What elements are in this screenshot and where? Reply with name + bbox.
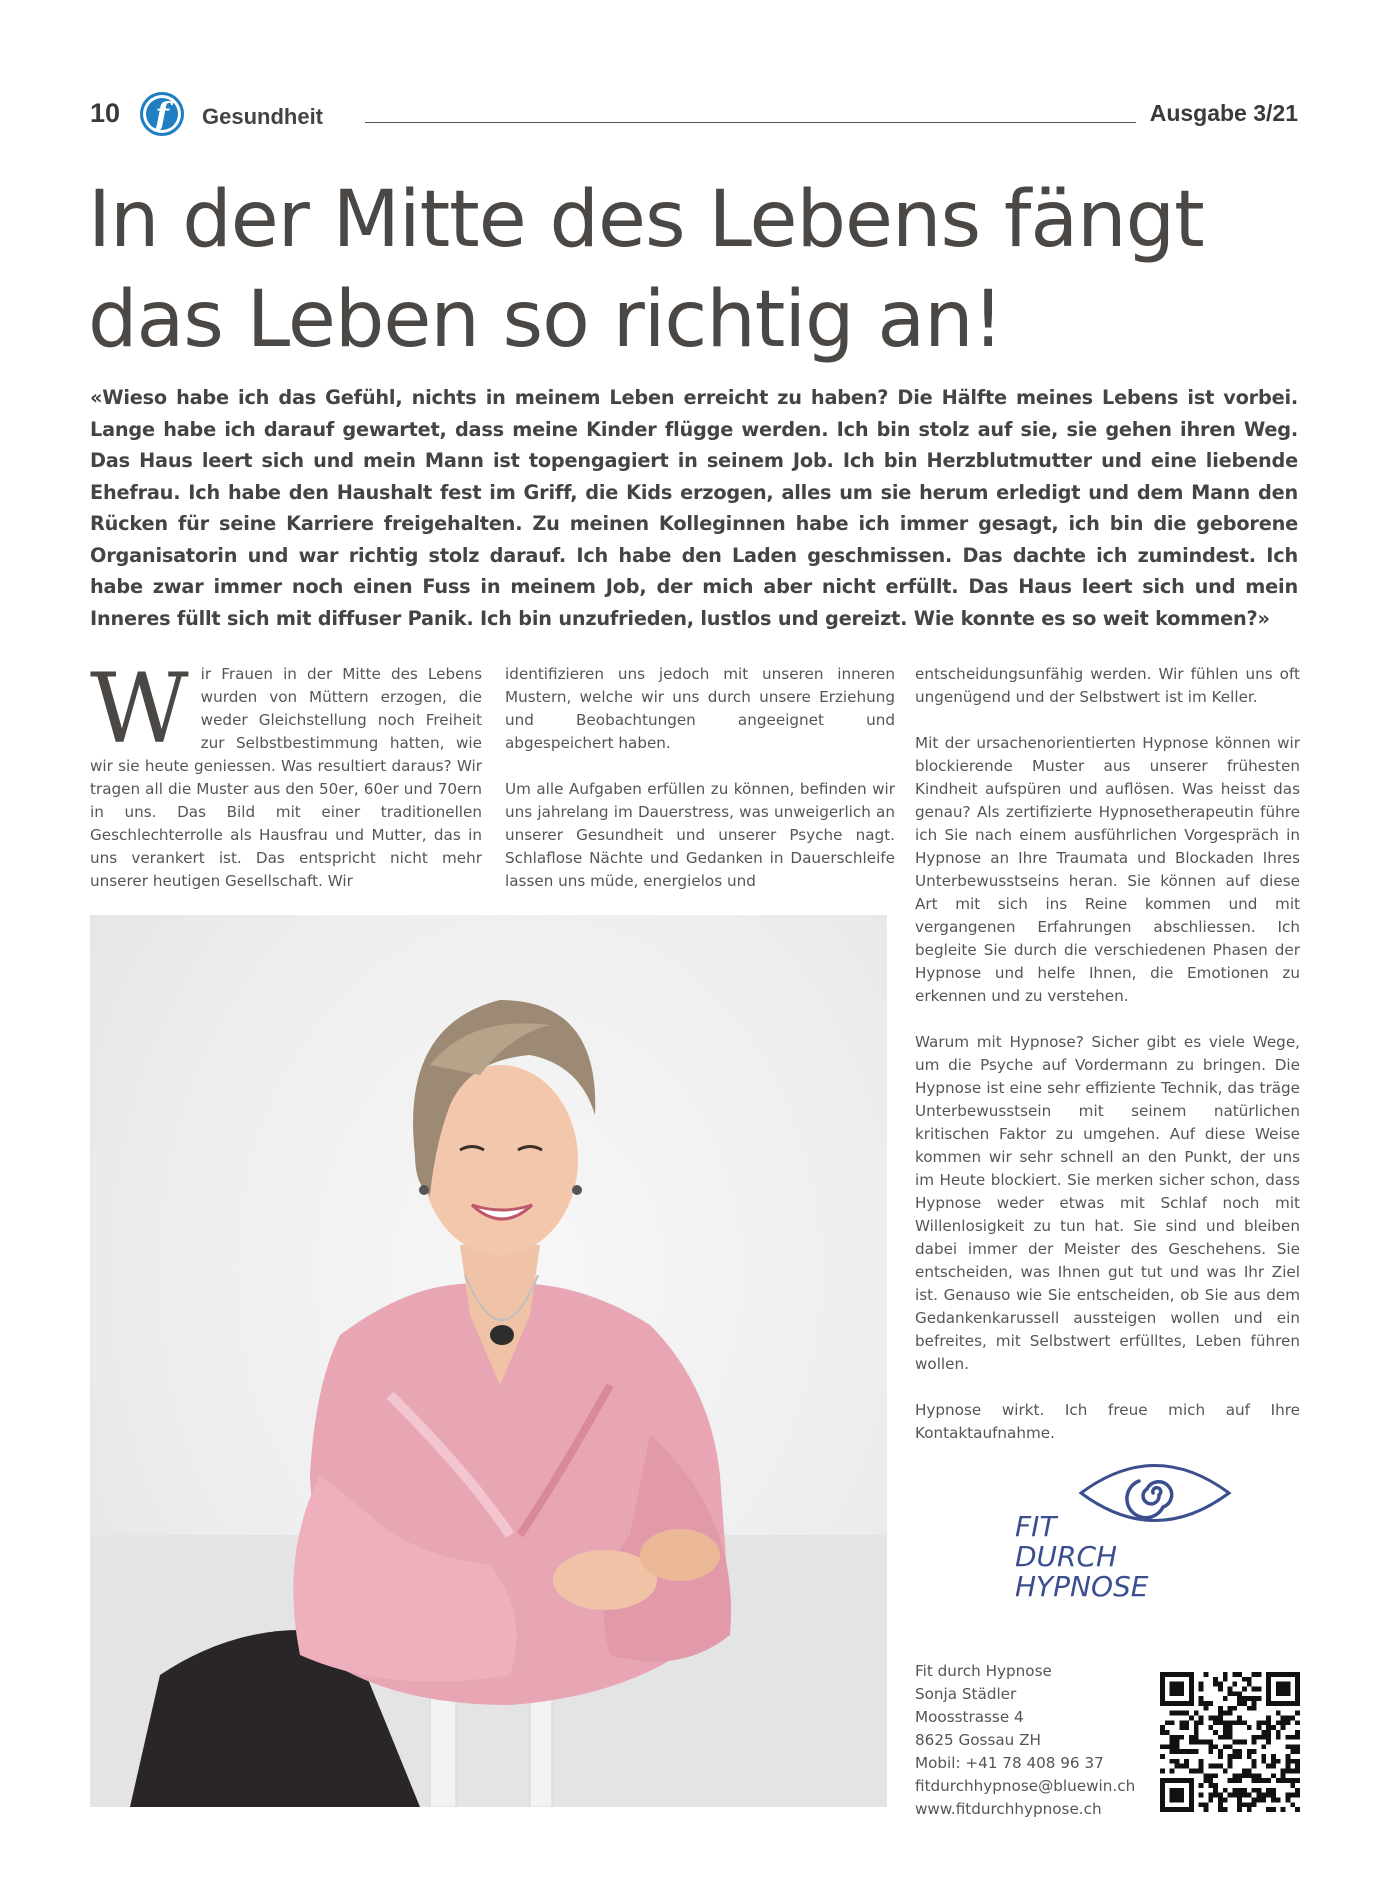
magazine-logo-icon: f	[140, 92, 184, 136]
contact-city: 8625 Gossau ZH	[915, 1731, 1041, 1749]
brand-line-3: HYPNOSE	[1015, 1570, 1149, 1603]
brand-logo	[1015, 1458, 1255, 1618]
drop-cap: W	[90, 653, 189, 765]
article-title	[88, 170, 1298, 370]
section-label: Gesundheit	[202, 104, 324, 129]
column-3-paragraph-2: Mit der ursachenorientierten Hypnose können wir blockierende Muster aus unserer frühesten Kindheit aufspüren und auflösen. Was heisst das genau? Als zertifizierte Hypnosetherapeutin führe ich Sie nach einem ausführlichen Vorgespräch in Hypnose an Ihre Traumata und Blockaden Ihres Unterbewusstseins heran. Sie können auf diese Art mit sich ins Reine kommen und mit vergangenen Erfahrungen abschliessen. Ich begleite Sie durch die verschiedenen Phasen der Hypnose und helfe Ihnen, die Emotionen zu erkennen und zu verstehen.	[915, 734, 1300, 1005]
issue-label: Ausgabe 3/21	[1149, 100, 1298, 126]
contact-phone: Mobil: +41 78 408 96 37	[915, 1754, 1104, 1772]
brand-line-1: FIT	[1015, 1510, 1057, 1543]
column-2-paragraph-1: identifizieren uns jedoch mit unseren inneren Mustern, welche wir uns durch unsere Erziehung und Beobachtungen angeeignet und abgespeichert haben.	[505, 665, 895, 752]
qr-code-icon	[1160, 1672, 1300, 1812]
column-3-paragraph-3: Warum mit Hypnose? Sicher gibt es viele Wege, um die Psyche auf Vordermann zu bringen. Die Hypnose ist eine sehr effiziente Technik, das träge Unterbewusstsein mit seinem natürlichen kritischen Faktor zu umgehen. Auf diese Weise kommen wir sehr schnell an den Punkt, der uns im Heute blockiert. Sie merken sicher schon, dass Hypnose weder etwas mit Schlaf noch mit Willenlosigkeit zu tun hat. Sie sind und bleiben dabei immer der Meister des Geschehens. Sie entscheiden, was Ihnen gut tut und was Ihr Ziel ist. Genauso wie Sie entscheiden, ob Sie aus dem Gedankenkarussell aussteigen wollen und ein befreites, mit Selbstwert erfülltes, Leben führen wollen.	[915, 1033, 1300, 1373]
header-divider	[365, 122, 1136, 123]
title-line-1: In der Mitte des Lebens fängt	[88, 175, 1204, 265]
column-2-paragraph-2: Um alle Aufgaben erfüllen zu können, befinden wir uns jahrelang im Dauerstress, was unweigerlich an unserer Gesundheit und unserer Psyche nagt. Schlaflose Nächte und Gedanken in Dauerschleife lassen uns müde, energielos und	[505, 780, 895, 890]
column-2	[505, 663, 895, 916]
contact-name: Sonja Städler	[915, 1685, 1017, 1703]
column-3-paragraph-1: entscheidungsunfähig werden. Wir fühlen uns oft ungenügend und der Selbstwert ist im Keller.	[915, 665, 1300, 706]
contact-website: www.fitdurchhypnose.ch	[915, 1800, 1102, 1818]
contact-block	[915, 1660, 1135, 1821]
column-1-paragraph-1: ir Frauen in der Mitte des Lebens wurden von Müttern erzogen, die weder Gleichstellung noch Freiheit zur Selbstbestimmung hatten, wie wir sie heute geniessen. Was resultiert daraus? Wir tragen all die Muster aus den 50er, 60er und 70ern in uns. Das Bild mit einer traditionellen Geschlechterrolle als Hausfrau und Mutter, das in uns verankert ist. Das entspricht nicht mehr unserer heutigen Gesellschaft. Wir	[90, 665, 482, 890]
contact-email: fitdurchhypnose@bluewin.ch	[915, 1777, 1136, 1795]
column-3	[915, 663, 1300, 1468]
contact-company: Fit durch Hypnose	[915, 1662, 1052, 1680]
brand-line-2: DURCH	[1015, 1540, 1118, 1573]
portrait-photo	[90, 915, 887, 1807]
column-1	[90, 653, 482, 916]
title-line-2: das Leben so richtig an!	[88, 275, 1003, 365]
column-3-paragraph-4: Hypnose wirkt. Ich freue mich auf Ihre Kontaktaufnahme.	[915, 1401, 1300, 1442]
page-number: 10	[90, 98, 121, 128]
brand-wordmark	[1015, 1512, 1149, 1602]
portrait-illustration	[90, 915, 887, 1807]
contact-street: Moosstrasse 4	[915, 1708, 1024, 1726]
article-lead: «Wieso habe ich das Gefühl, nichts in meinem Leben erreicht zu haben? Die Hälfte meines Lebens ist vorbei. Lange habe ich darauf gewartet, dass meine Kinder flügge werden. Ich bin stolz auf sie, sie gehen ihren Weg. Das Haus leert sich und mein Mann ist topengagiert in seinem Job. Ich bin Herzblutmutter und eine liebende Ehefrau. Ich habe den Haushalt fest im Griff, die Kids erzogen, alles um sie herum erledigt und dem Mann den Rücken für seine Karriere freigehalten. Zu meinen Kolleginnen habe ich immer gesagt, ich bin die geborene Organisatorin und war richtig stolz darauf. Ich habe den Laden geschmissen. Das dachte ich zumindest. Ich habe zwar immer noch einen Fuss in meinem Job, der mich aber nicht erfüllt. Das Haus leert sich und mein Inneres füllt sich mit diffuser Panik. Ich bin unzufrieden, lustlos und gereizt. Wie konnte es so weit kommen?»	[90, 386, 1298, 630]
page-header	[90, 92, 1298, 142]
